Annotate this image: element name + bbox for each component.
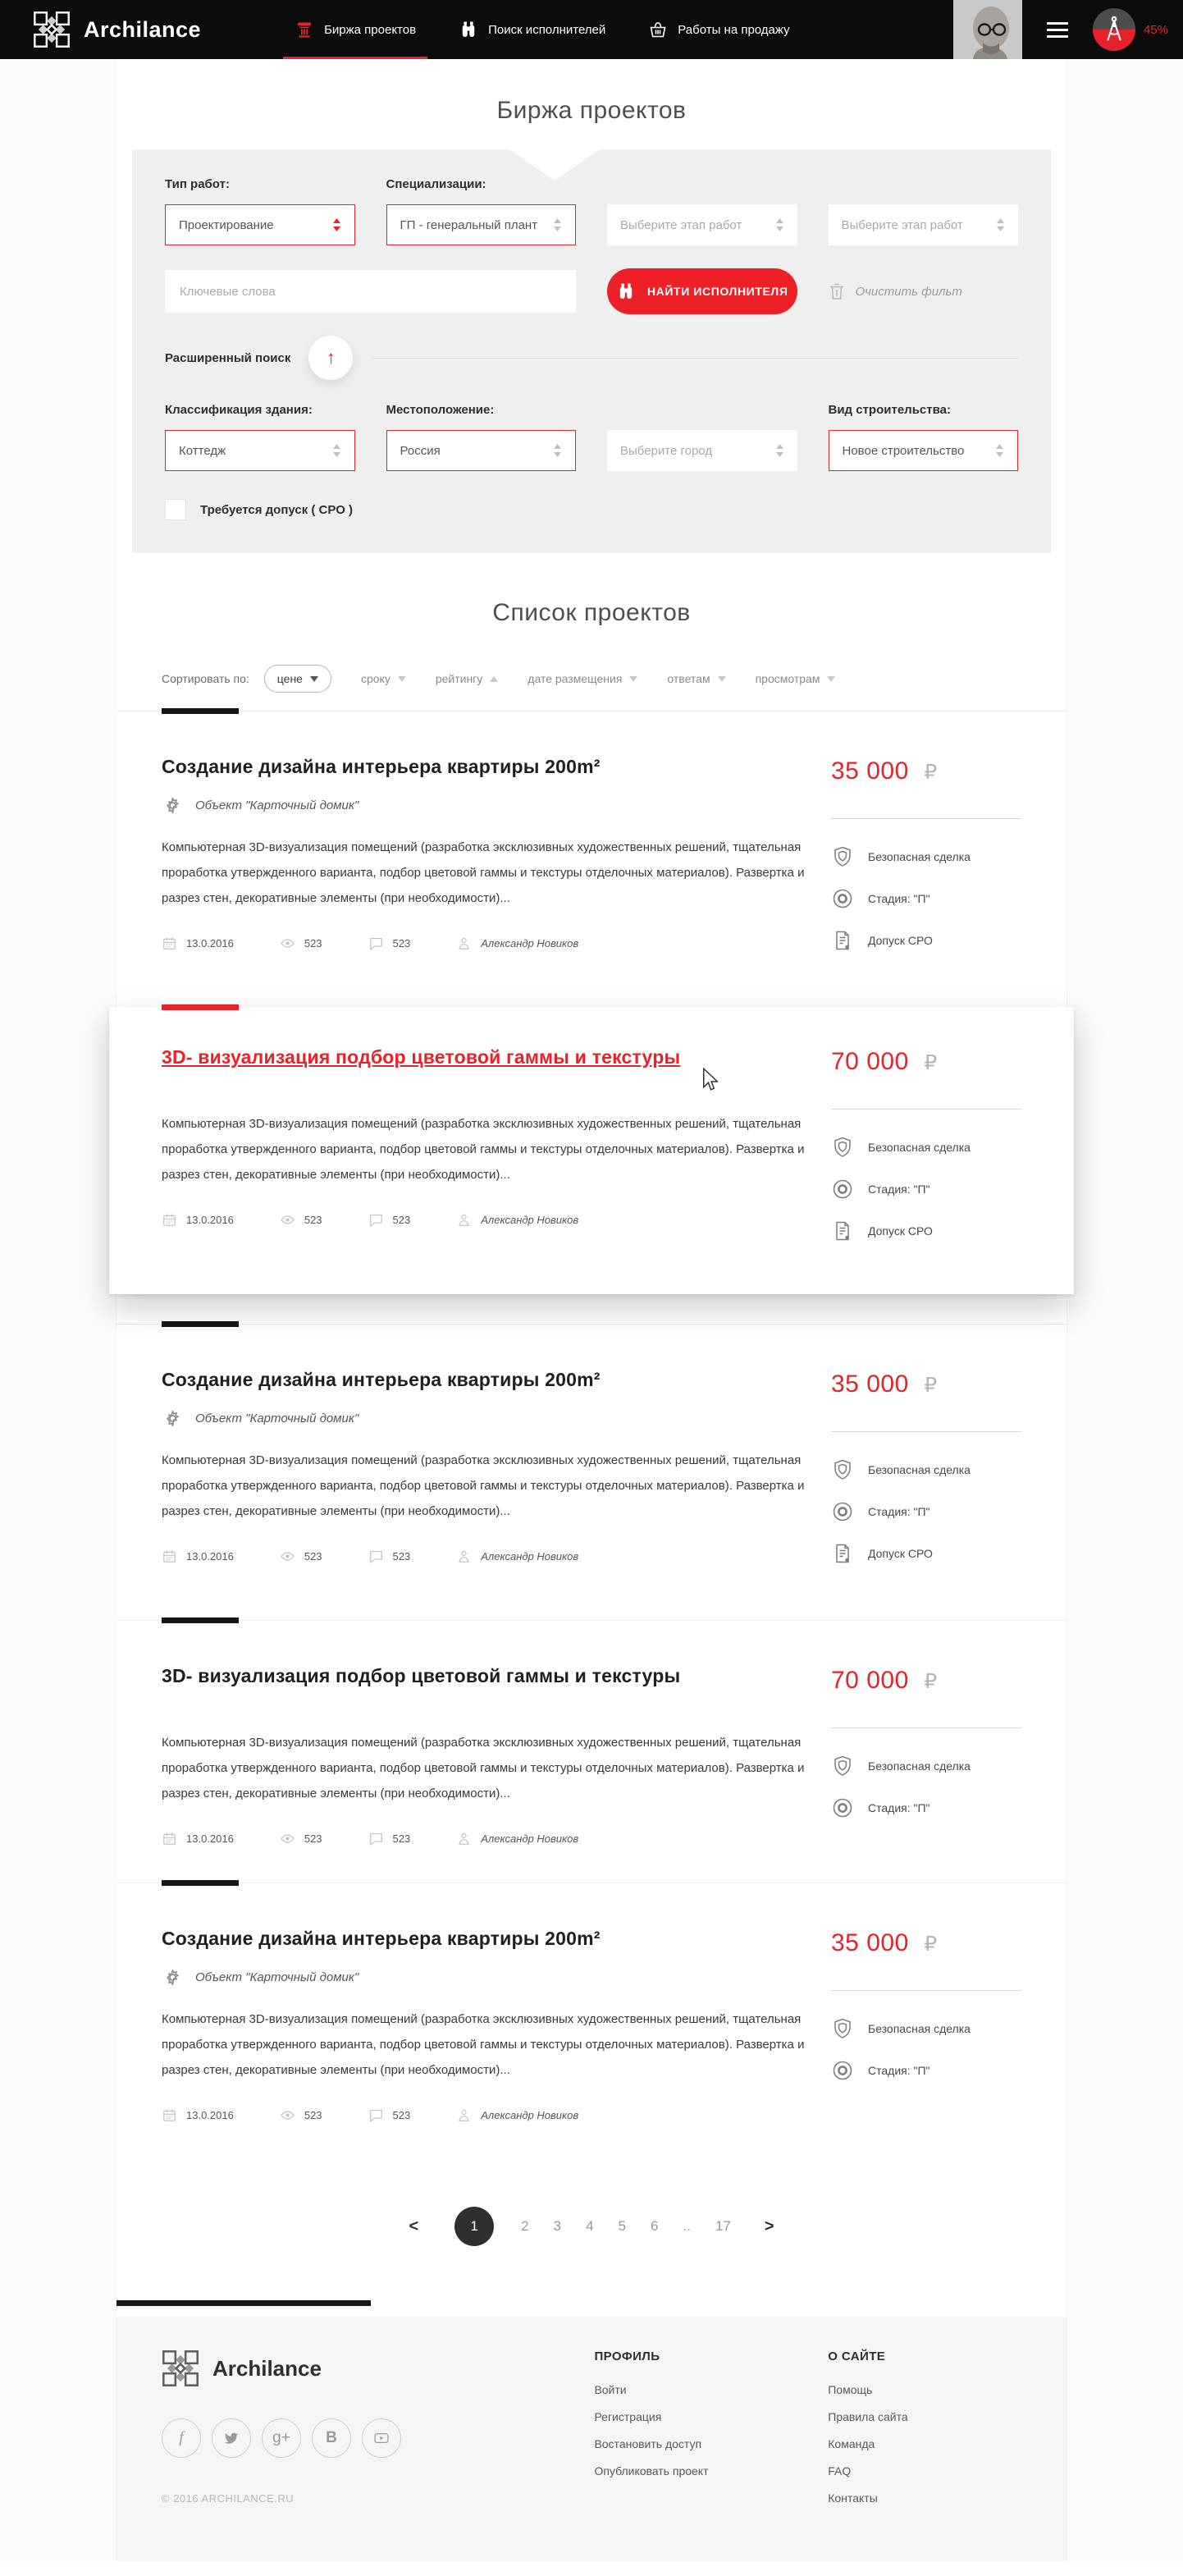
- sort-option-answers[interactable]: ответам: [667, 672, 725, 685]
- footer-column-title: О САЙТЕ: [828, 2350, 886, 2363]
- project-price-row: [831, 1667, 1021, 1695]
- filter-label: Местоположение:: [386, 403, 495, 417]
- sort-option-views[interactable]: просмотрам: [756, 672, 836, 685]
- filter-row-1: [165, 177, 1018, 245]
- triangle-down-icon: [398, 676, 406, 682]
- pillar-icon: [295, 20, 314, 39]
- chevron-updown-icon: [553, 443, 562, 458]
- work-stage-select-1[interactable]: Выберите этап работ: [607, 204, 797, 245]
- pagination-page-5[interactable]: 5: [618, 2218, 627, 2234]
- card-side: [831, 756, 1021, 971]
- card-accent-bar: [162, 1004, 239, 1010]
- mouse-cursor-icon: [700, 1068, 718, 1092]
- avatar-photo: [953, 0, 1022, 59]
- project-badge: [831, 1219, 1021, 1242]
- nav-item-works-for-sale[interactable]: [627, 0, 811, 59]
- filter-label: Тип работ:: [165, 177, 230, 191]
- country-select[interactable]: Россия: [386, 430, 577, 471]
- document-icon: [831, 1542, 854, 1565]
- triangle-down-icon: [718, 676, 726, 682]
- keywords-input[interactable]: [165, 270, 576, 313]
- basket-icon: [648, 20, 668, 39]
- project-meta: [162, 1549, 806, 1564]
- project-object: Объект "Карточный домик": [195, 1412, 359, 1425]
- meta-date: 13.0.2016: [162, 2107, 234, 2123]
- footer-link-help[interactable]: Помощь: [828, 2383, 873, 2396]
- nav-label: Поиск исполнителей: [488, 22, 606, 37]
- ruble-sign: ₽: [924, 1374, 938, 1397]
- binoculars-icon: [616, 281, 636, 301]
- top-header: [0, 0, 1183, 59]
- card-side: [831, 1046, 1021, 1261]
- project-badge: [831, 1500, 1021, 1523]
- triangle-down-icon: [310, 676, 318, 682]
- project-badges: [831, 845, 1021, 952]
- project-price-row: [831, 1370, 1021, 1398]
- filter-city: [607, 403, 797, 471]
- project-title[interactable]: 3D- визуализация подбор цветовой гаммы и текстуры: [162, 1046, 681, 1068]
- vk-icon[interactable]: B: [312, 2418, 351, 2458]
- youtube-icon[interactable]: [362, 2418, 401, 2458]
- document-icon: [831, 1219, 854, 1242]
- footer-link-faq[interactable]: FAQ: [828, 2464, 852, 2478]
- user-avatar[interactable]: [953, 0, 1022, 59]
- badge-label: Стадия: "П": [868, 892, 930, 905]
- pagination-page-3[interactable]: 3: [553, 2218, 562, 2234]
- badge-label: Допуск СРО: [868, 1224, 933, 1238]
- chevron-updown-icon: [553, 217, 562, 232]
- calendar-icon: [162, 2107, 177, 2123]
- filter-row-2: [165, 403, 1018, 471]
- card-side: [831, 1928, 1021, 2123]
- twitter-icon[interactable]: [212, 2418, 251, 2458]
- footer-about-column: [828, 2350, 1021, 2519]
- comment-icon: [368, 1549, 384, 1564]
- advanced-search-row: [165, 336, 1018, 380]
- brand-name: Archilance: [84, 16, 202, 42]
- site-footer: [116, 2317, 1067, 2561]
- filter-panel: [132, 149, 1051, 553]
- project-object-row: [162, 1966, 806, 1988]
- meta-author[interactable]: Александр Новиков: [456, 1831, 578, 1846]
- footer-link-restore-access[interactable]: Востановить доступ: [594, 2437, 702, 2450]
- project-card[interactable]: [116, 1883, 1067, 2159]
- shield-icon: [831, 1136, 854, 1159]
- badge-label: Допуск СРО: [868, 1547, 933, 1560]
- divider: [831, 1109, 1021, 1110]
- footer-link-contacts[interactable]: Контакты: [828, 2491, 878, 2505]
- main-nav: [273, 0, 811, 59]
- meta-comments: 523: [368, 1549, 411, 1564]
- stage-target-icon: [831, 1500, 854, 1523]
- project-price: 35 000: [831, 757, 909, 785]
- footer-accent-bar: [116, 2300, 371, 2306]
- ruble-sign: ₽: [924, 1670, 938, 1693]
- footer-link-login[interactable]: Войти: [594, 2383, 627, 2396]
- pagination-page-17[interactable]: 17: [715, 2218, 731, 2234]
- meta-comments: 523: [368, 1212, 411, 1228]
- badge-label: Безопасная сделка: [868, 1463, 971, 1476]
- stage-target-icon: [831, 1796, 854, 1819]
- meta-views: 523: [280, 1212, 322, 1228]
- footer-brand-block: [162, 2350, 594, 2519]
- nav-item-projects-exchange[interactable]: [273, 0, 437, 59]
- googleplus-icon[interactable]: g+: [262, 2418, 301, 2458]
- gear-icon: [162, 1407, 184, 1430]
- project-price-row: [831, 757, 1021, 785]
- project-title[interactable]: Создание дизайна интерьера квартиры 200m²: [162, 756, 601, 777]
- nav-label: Работы на продажу: [678, 22, 790, 37]
- divider: [831, 1727, 1021, 1728]
- pagination-page-1[interactable]: 1: [454, 2207, 494, 2246]
- content-column: [116, 59, 1067, 2561]
- badge-label: Безопасная сделка: [868, 2022, 971, 2035]
- meta-views: 523: [280, 2107, 322, 2123]
- triangle-down-icon: [827, 676, 835, 682]
- divider: [831, 1431, 1021, 1432]
- meta-date: 13.0.2016: [162, 936, 234, 951]
- filter-label: Специализации:: [386, 177, 486, 191]
- card-main: [162, 1665, 806, 1846]
- footer-link-publish-project[interactable]: Опубликовать проект: [594, 2464, 709, 2478]
- project-badge: [831, 845, 1021, 868]
- chevron-updown-icon: [332, 443, 341, 458]
- project-price: 35 000: [831, 1370, 909, 1398]
- calendar-icon: [162, 936, 177, 951]
- comment-icon: [368, 1831, 384, 1846]
- meta-author[interactable]: Александр Новиков: [456, 1549, 578, 1564]
- project-meta: [162, 936, 806, 951]
- divider: [831, 818, 1021, 819]
- card-main: [162, 1046, 806, 1261]
- calendar-icon: [162, 1549, 177, 1564]
- eye-icon: [280, 1549, 295, 1564]
- project-badge: [831, 1755, 1021, 1778]
- panel-notch: [509, 149, 600, 181]
- project-object: Объект "Карточный домик": [195, 1970, 359, 1984]
- pagination-prev[interactable]: <: [409, 2217, 419, 2235]
- eye-icon: [280, 2107, 295, 2123]
- copyright: © 2016 ARCHILANCE.RU: [162, 2492, 295, 2505]
- footer-link-register[interactable]: Регистрация: [594, 2410, 662, 2423]
- card-main: [162, 756, 806, 971]
- divider: [831, 1990, 1021, 1991]
- chevron-updown-icon: [332, 217, 341, 232]
- meta-comments: 523: [368, 936, 411, 951]
- clear-filter-button[interactable]: Очистить фильт: [829, 282, 1019, 300]
- brand[interactable]: [33, 11, 201, 48]
- filter-stage-1: [607, 177, 797, 245]
- pagination-ellipsis: ..: [683, 2218, 691, 2234]
- profile-progress-badge[interactable]: [1093, 8, 1135, 51]
- project-badges: [831, 2017, 1021, 2082]
- meta-comments: 523: [368, 1831, 411, 1846]
- card-side: [831, 1369, 1021, 1584]
- sort-caption: Сортировать по:: [162, 672, 249, 685]
- triangle-up-icon: [490, 676, 498, 682]
- filter-location: [386, 403, 577, 471]
- chevron-updown-icon: [996, 217, 1005, 232]
- pagination-page-2[interactable]: 2: [521, 2218, 529, 2234]
- chevron-updown-icon: [995, 443, 1004, 458]
- ruble-sign: ₽: [924, 1933, 938, 1956]
- project-badge: [831, 1542, 1021, 1565]
- shield-icon: [831, 1458, 854, 1481]
- pagination-page-6[interactable]: 6: [651, 2218, 659, 2234]
- footer-profile-column: [594, 2350, 828, 2519]
- pagination: [116, 2207, 1067, 2246]
- meta-comments: 523: [368, 2107, 411, 2123]
- project-card[interactable]: [116, 711, 1067, 1007]
- project-badges: [831, 1136, 1021, 1242]
- card-main: [162, 1928, 806, 2123]
- sro-checkbox-row: [165, 499, 1018, 520]
- person-icon: [456, 1831, 472, 1846]
- project-title[interactable]: Создание дизайна интерьера квартиры 200m²: [162, 1369, 601, 1390]
- triangle-down-icon: [629, 676, 637, 682]
- comment-icon: [368, 936, 384, 951]
- nav-label: Биржа проектов: [324, 22, 417, 37]
- sort-option-deadline[interactable]: сроку: [361, 672, 406, 685]
- page-title: Биржа проектов: [496, 97, 687, 124]
- badge-label: Безопасная сделка: [868, 850, 971, 863]
- card-accent-bar: [162, 1880, 239, 1886]
- eye-icon: [280, 1831, 295, 1846]
- facebook-icon[interactable]: f: [162, 2418, 201, 2458]
- card-accent-bar: [162, 1617, 239, 1623]
- calendar-icon: [162, 1212, 177, 1228]
- work-stage-select-2[interactable]: Выберите этап работ: [829, 204, 1019, 245]
- meta-views: 523: [280, 1831, 322, 1846]
- construction-type-select[interactable]: Новое строительство: [829, 430, 1019, 471]
- gear-icon: [162, 1966, 184, 1988]
- advanced-search-toggle[interactable]: [308, 336, 353, 380]
- card-accent-bar: [162, 708, 239, 714]
- card-main: [162, 1369, 806, 1584]
- project-meta: [162, 1831, 806, 1846]
- arrow-up-icon: ↑: [326, 347, 336, 368]
- page-bottom-strip: [0, 2561, 1183, 2576]
- project-card[interactable]: [116, 1324, 1067, 1620]
- project-description: Компьютерная 3D-визуализация помещений (разработка эксклюзивных художественных решений, тщательная проработка утвержденного варианта, подбор цветовой гаммы и текстуры отделочных материалов). Развертка и разрез стен, декоративные элементы (при необходимости)...: [162, 1736, 805, 1800]
- ruble-sign: ₽: [924, 761, 938, 784]
- sort-option-price[interactable]: цене: [264, 665, 331, 693]
- chevron-updown-icon: [775, 217, 784, 232]
- card-side: [831, 1665, 1021, 1846]
- project-price-row: [831, 1929, 1021, 1957]
- project-price-row: [831, 1048, 1021, 1076]
- project-object: Объект "Карточный домик": [195, 798, 359, 812]
- shield-icon: [831, 2017, 854, 2040]
- ruble-sign: ₽: [924, 1051, 938, 1074]
- pagination-page-4[interactable]: 4: [586, 2218, 594, 2234]
- meta-views: 523: [280, 936, 322, 951]
- project-title[interactable]: 3D- визуализация подбор цветовой гаммы и текстуры: [162, 1665, 681, 1686]
- trash-icon: [829, 282, 845, 300]
- advanced-search-label: Расширенный поиск: [165, 350, 291, 365]
- sort-option-rating[interactable]: рейтингу: [436, 672, 498, 685]
- work-type-select[interactable]: Проектирование: [165, 204, 355, 245]
- stage-target-icon: [831, 2059, 854, 2082]
- footer-brand-name: Archilance: [212, 2355, 322, 2381]
- profile-progress-percent: 45%: [1143, 22, 1168, 37]
- project-badge: [831, 887, 1021, 910]
- badge-label: Безопасная сделка: [868, 1759, 971, 1773]
- meta-date: 13.0.2016: [162, 1212, 234, 1228]
- meta-views: 523: [280, 1549, 322, 1564]
- comment-icon: [368, 1212, 384, 1228]
- footer-brand[interactable]: [162, 2350, 594, 2387]
- keyword-row: [165, 268, 1018, 314]
- project-badge: [831, 2017, 1021, 2040]
- projects-list: [116, 711, 1067, 2159]
- project-badge: [831, 1136, 1021, 1159]
- meta-author[interactable]: Александр Новиков: [456, 936, 578, 951]
- card-accent-bar: [162, 1321, 239, 1327]
- sro-checkbox-label: Требуется допуск ( СРО ): [200, 502, 354, 517]
- project-description: Компьютерная 3D-визуализация помещений (разработка эксклюзивных художественных решений, тщательная проработка утвержденного варианта, подбор цветовой гаммы и текстуры отделочных материалов). Развертка и разрез стен, декоративные элементы (при необходимости)...: [162, 1117, 805, 1182]
- project-price: 70 000: [831, 1048, 909, 1075]
- eye-icon: [280, 1212, 295, 1228]
- person-icon: [456, 1212, 472, 1228]
- footer-link-team[interactable]: Команда: [828, 2437, 875, 2450]
- calendar-icon: [162, 1831, 177, 1846]
- project-badge: [831, 1458, 1021, 1481]
- project-badge: [831, 1178, 1021, 1201]
- comment-icon: [368, 2107, 384, 2123]
- menu-hamburger-icon[interactable]: [1047, 22, 1068, 38]
- person-icon: [456, 1549, 472, 1564]
- meta-date: 13.0.2016: [162, 1549, 234, 1564]
- filter-label: Классификация здания:: [165, 403, 313, 417]
- archilance-logo-icon: [162, 2350, 199, 2387]
- badge-label: Стадия: "П": [868, 1505, 930, 1518]
- stage-target-icon: [831, 1178, 854, 1201]
- building-class-select[interactable]: Коттедж: [165, 430, 355, 471]
- badge-label: Стадия: "П": [868, 2064, 930, 2077]
- eye-icon: [280, 936, 295, 951]
- project-badge: [831, 929, 1021, 952]
- header-right: [953, 0, 1183, 59]
- sort-option-date[interactable]: дате размещения: [528, 672, 637, 685]
- project-price: 70 000: [831, 1667, 909, 1694]
- project-price: 35 000: [831, 1929, 909, 1956]
- person-icon: [456, 2107, 472, 2123]
- pagination-next[interactable]: >: [764, 2217, 774, 2235]
- project-description: Компьютерная 3D-визуализация помещений (разработка эксклюзивных художественных решений, тщательная проработка утвержденного варианта, подбор цветовой гаммы и текстуры отделочных материалов). Развертка и разрез стен, декоративные элементы (при необходимости)...: [162, 1453, 805, 1518]
- shield-icon: [831, 1755, 854, 1778]
- archilance-logo-icon: [33, 11, 71, 48]
- filter-specialization: [386, 177, 577, 245]
- footer-link-rules[interactable]: Правила сайта: [828, 2410, 908, 2423]
- project-description: Компьютерная 3D-визуализация помещений (разработка эксклюзивных художественных решений, тщательная проработка утвержденного варианта, подбор цветовой гаммы и текстуры отделочных материалов). Развертка и разрез стен, декоративные элементы (при необходимости)...: [162, 840, 805, 905]
- sort-bar: [116, 665, 1067, 693]
- social-links: [162, 2418, 594, 2458]
- shield-icon: [831, 845, 854, 868]
- project-card[interactable]: [116, 1620, 1067, 1883]
- filter-label: Вид строительства:: [828, 403, 951, 417]
- project-card[interactable]: [109, 1007, 1074, 1294]
- chevron-updown-icon: [775, 443, 784, 458]
- sro-checkbox[interactable]: [165, 499, 186, 520]
- binoculars-icon: [459, 20, 478, 39]
- divider: [372, 358, 1018, 359]
- specialization-select[interactable]: ГП - генеральный плант: [386, 204, 577, 245]
- badge-label: Стадия: "П": [868, 1801, 930, 1814]
- project-badges: [831, 1755, 1021, 1819]
- badge-label: Безопасная сделка: [868, 1141, 971, 1154]
- project-description: Компьютерная 3D-визуализация помещений (разработка эксклюзивных художественных решений, тщательная проработка утвержденного варианта, подбор цветовой гаммы и текстуры отделочных материалов). Развертка и разрез стен, декоративные элементы (при необходимости)...: [162, 2012, 805, 2077]
- document-icon: [831, 929, 854, 952]
- stage-target-icon: [831, 887, 854, 910]
- meta-date: 13.0.2016: [162, 1831, 234, 1846]
- projects-list-title: Список проектов: [492, 599, 691, 626]
- nav-item-find-contractors[interactable]: [437, 0, 627, 59]
- filter-construction-type: [829, 403, 1019, 471]
- find-contractor-button[interactable]: НАЙТИ ИСПОЛНИТЕЛЯ: [607, 268, 797, 314]
- filter-building-class: [165, 403, 355, 471]
- filter-work-type: [165, 177, 355, 245]
- meta-author[interactable]: Александр Новиков: [456, 1212, 578, 1228]
- person-icon: [456, 936, 472, 951]
- project-title[interactable]: Создание дизайна интерьера квартиры 200m²: [162, 1928, 601, 1949]
- project-badge: [831, 2059, 1021, 2082]
- footer-column-title: ПРОФИЛЬ: [594, 2350, 660, 2363]
- project-meta: [162, 1212, 806, 1228]
- meta-author[interactable]: Александр Новиков: [456, 2107, 578, 2123]
- project-badges: [831, 1458, 1021, 1565]
- project-object-row: [162, 794, 806, 817]
- project-badge: [831, 1796, 1021, 1819]
- gear-icon: [162, 794, 184, 817]
- badge-label: Стадия: "П": [868, 1183, 930, 1196]
- badge-label: Допуск СРО: [868, 934, 933, 947]
- drafting-compass-icon: [1102, 16, 1126, 43]
- city-select[interactable]: Выберите город: [607, 430, 797, 471]
- filter-stage-2: [829, 177, 1019, 245]
- project-object-row: [162, 1407, 806, 1430]
- project-meta: [162, 2107, 806, 2123]
